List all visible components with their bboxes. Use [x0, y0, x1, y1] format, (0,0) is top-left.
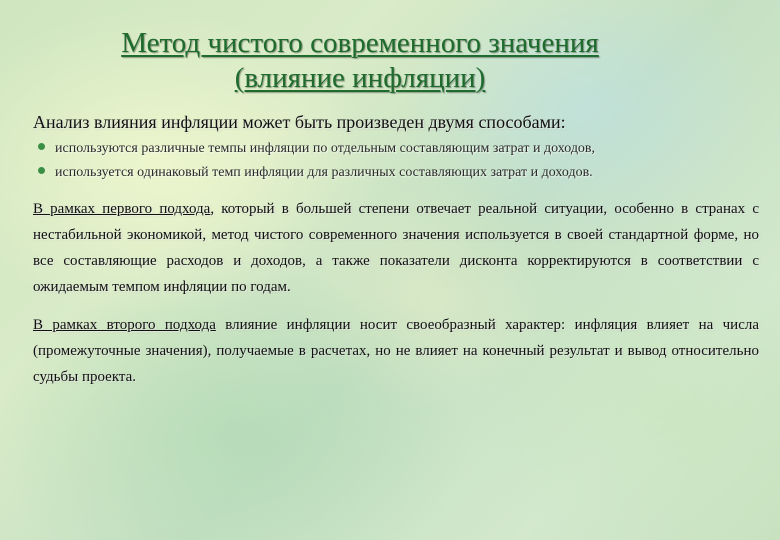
bullet-list — [38, 137, 758, 185]
bullet-dot-icon — [38, 143, 45, 150]
bullet-item — [38, 161, 758, 185]
bullet-text: используется одинаковый темп инфляции для различных составляющих затрат и доходов. — [55, 165, 593, 180]
second-approach-heading: В рамках второго подхода — [33, 317, 216, 333]
bullet-dot-icon — [38, 167, 45, 174]
bullet-text: используются различные темпы инфляции по отдельным составляющим затрат и доходов, — [55, 141, 596, 156]
paragraph-first-approach — [33, 196, 759, 300]
first-approach-text: , который в большей степени отвечает реальной ситуации, особенно в странах с нестабильной экономикой, метод чистого современного значения используется в своей стандартной форме, но все составляющие расходов и доходов, а также показатели дисконта корректируются в соответствии с ожидаемым темпом инфляции по годам. — [33, 201, 759, 295]
title-line-2: (влияние инфляции) — [234, 62, 486, 94]
second-approach-text: влияние инфляции носит своеобразный характер: инфляция влияет на числа (промежуточные значения), получаемые в расчетах, но не влияет на конечный результат и вывод относительно судьбы проекта. — [33, 317, 759, 385]
paragraph-second-approach — [33, 312, 759, 390]
bullet-item — [38, 137, 758, 161]
title-line-1: Метод чистого современного значения — [121, 27, 599, 59]
intro-text: Анализ влияния инфляции может быть произведен двумя способами: — [33, 112, 566, 132]
slide-title — [40, 26, 680, 96]
first-approach-heading: В рамках первого подхода — [33, 201, 211, 217]
